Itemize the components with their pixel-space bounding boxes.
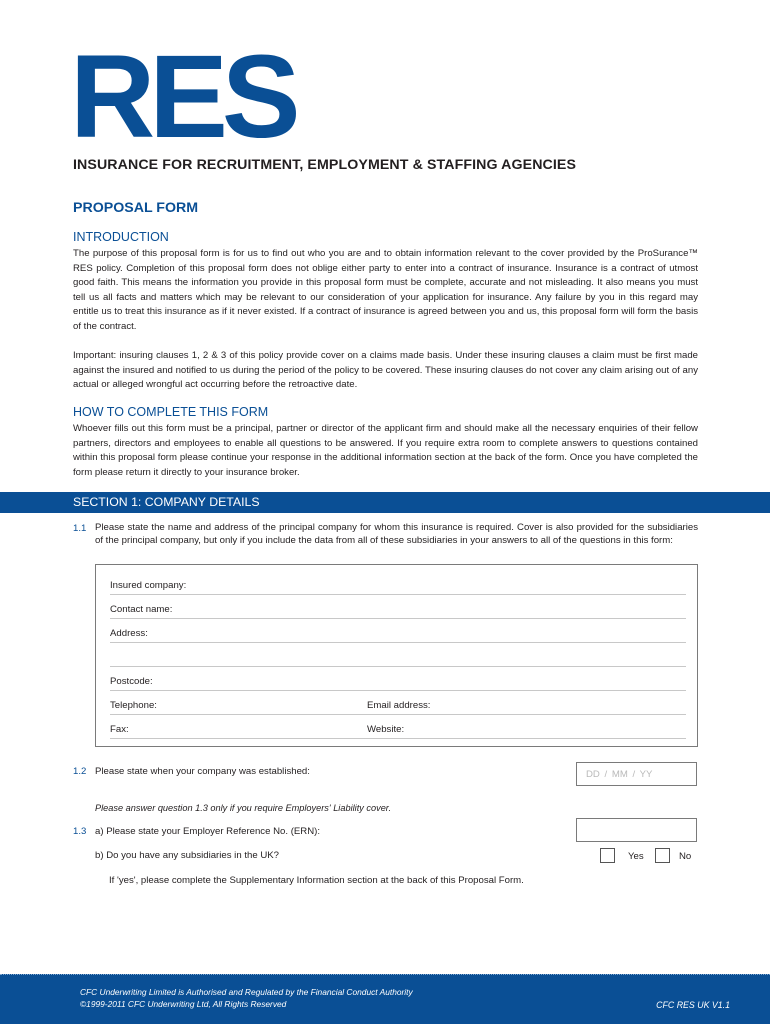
no-label: No	[679, 851, 692, 862]
question-1-2-text: Please state when your company was established:	[95, 766, 310, 777]
form-version-code: CFC RES UK V1.1	[656, 1000, 730, 1010]
res-logo: RES	[70, 31, 295, 163]
footer-divider	[0, 974, 770, 976]
yes-label: Yes	[628, 851, 644, 862]
postcode-label: Postcode:	[110, 676, 153, 687]
page-footer	[0, 974, 770, 1024]
question-1-3b-text: b) Do you have any subsidiaries in the UK?	[95, 850, 279, 861]
question-number-1-3: 1.3	[73, 826, 87, 837]
contact-name-label: Contact name:	[110, 604, 173, 615]
date-placeholder: DD / MM / YY	[586, 769, 653, 780]
address-field[interactable]	[110, 619, 686, 643]
form-title: PROPOSAL FORM	[73, 200, 199, 216]
question-1-1-text: Please state the name and address of the principal company for whom this insurance is required. Cover is also provided for the subsidiaries of the principal company, but only if you include the data from all of these subsidiaries in your answers to all of the questions in this form:	[95, 522, 698, 546]
postcode-field[interactable]	[110, 667, 686, 691]
insured-company-field[interactable]	[110, 571, 686, 595]
document-subtitle: INSURANCE FOR RECRUITMENT, EMPLOYMENT & STAFFING AGENCIES	[73, 157, 577, 173]
no-checkbox[interactable]	[655, 848, 670, 863]
company-details-box	[95, 564, 698, 747]
footer-regulation-text: CFC Underwriting Limited is Authorised and Regulated by the Financial Conduct Authority	[80, 987, 413, 997]
question-1-3a-text: a) Please state your Employer Reference No. (ERN):	[95, 826, 321, 837]
telephone-email-field[interactable]	[110, 691, 686, 715]
question-1-3-note: Please answer question 1.3 only if you require Employers' Liability cover.	[95, 803, 392, 813]
question-number-1-2: 1.2	[73, 766, 87, 777]
contact-name-field[interactable]	[110, 595, 686, 619]
introduction-heading: INTRODUCTION	[73, 230, 169, 244]
ern-input[interactable]	[576, 818, 697, 842]
established-date-input[interactable]	[576, 762, 697, 786]
question-number-1-1: 1.1	[73, 523, 87, 534]
introduction-paragraph: The purpose of this proposal form is for us to find out who you are and to obtain information relevant to the cover provided by the ProSurance™ RES policy. Completion of this proposal form does not oblige either party to enter into a contract of insurance. Insurance is a contract of utmost good faith. This means the information you provide in this proposal form must be complete, accurate and not misleading. It also means you must tell us all facts and matters which may be relevant to our consideration of your application for insurance. Any failure by you in this regard may entitle us to treat this insurance as if it never existed. If a contract of insurance is agreed between you and us, this proposal form will form the basis of the contract.	[73, 248, 698, 332]
fax-label: Fax:	[110, 724, 129, 735]
yes-checkbox[interactable]	[600, 848, 615, 863]
how-to-heading: HOW TO COMPLETE THIS FORM	[73, 405, 269, 419]
footer-copyright-text: ©1999-2011 CFC Underwriting Ltd, All Rights Reserved	[80, 999, 287, 1009]
subsidiaries-followup-text: If 'yes', please complete the Supplementary Information section at the back of this Proposal Form.	[109, 875, 524, 886]
section-1-header	[0, 492, 770, 513]
important-paragraph: Important: insuring clauses 1, 2 & 3 of this policy provide cover on a claims made basis. Under these insuring clauses a claim must be first made against the insured and notified to us during the period of the policy to be covered. These insuring clauses do not cover any claim arising out of any actual or alleged wrongful act occurring before the retroactive date.	[73, 350, 698, 390]
section-1-title: SECTION 1: COMPANY DETAILS	[73, 495, 260, 509]
how-to-paragraph: Whoever fills out this form must be a principal, partner or director of the applicant firm and should make all the necessary enquiries of their fellow partners, directors and employees to enable all questions to be answered. If you require extra room to complete answers to questions contained within this proposal form please continue your response in the additional information section at the back of the form. Once you have completed the form please return it directly to your insurance broker.	[73, 423, 698, 478]
email-label: Email address:	[367, 700, 431, 711]
address-label: Address:	[110, 628, 148, 639]
website-label: Website:	[367, 724, 405, 735]
insured-company-label: Insured company:	[110, 580, 187, 591]
telephone-label: Telephone:	[110, 700, 157, 711]
fax-website-field[interactable]	[110, 715, 686, 739]
address-line-2-field[interactable]	[110, 643, 686, 667]
